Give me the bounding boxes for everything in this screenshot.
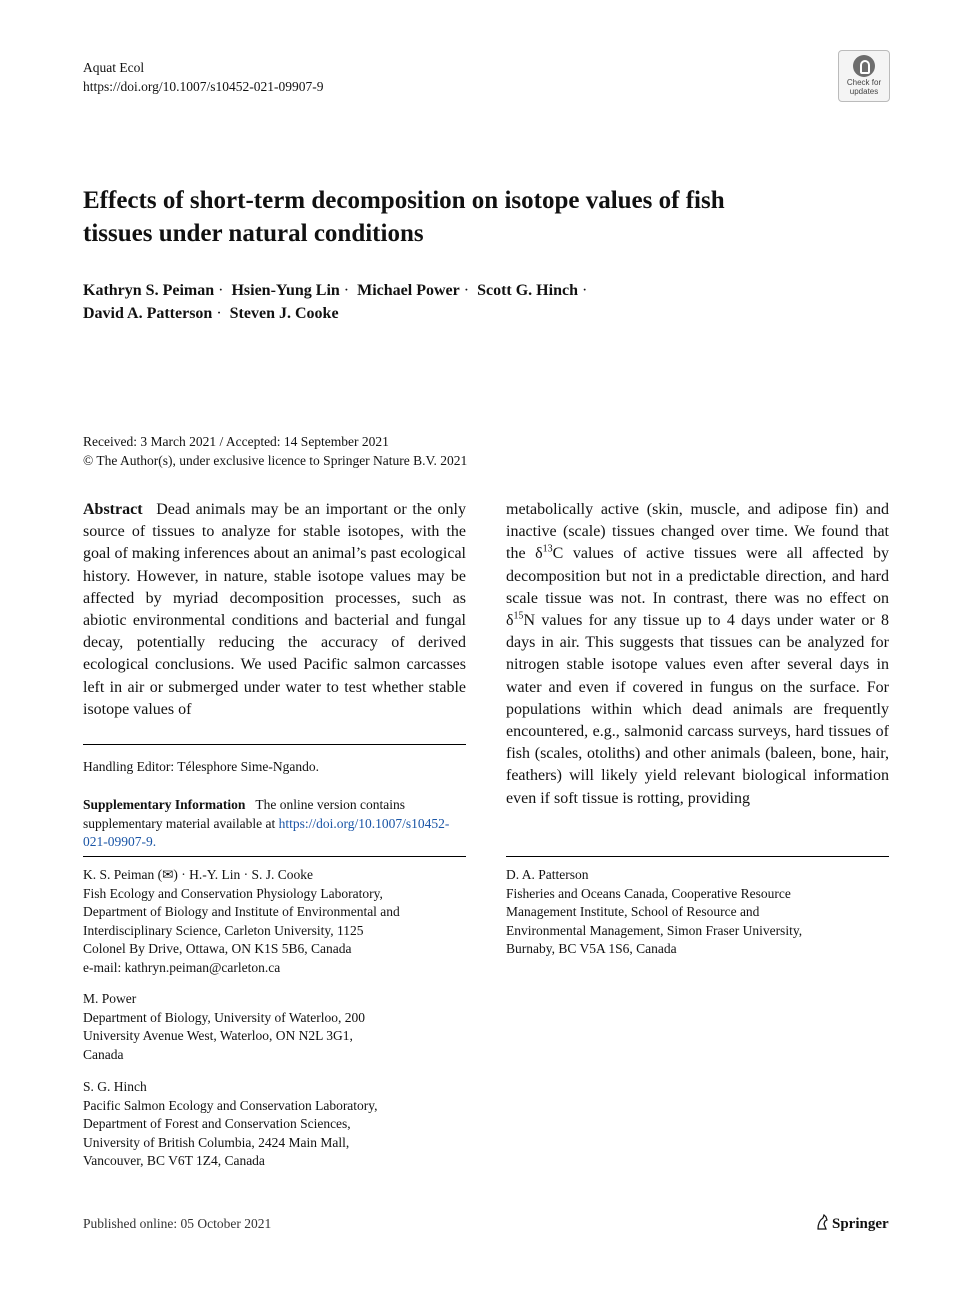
doi-link[interactable]: https://doi.org/10.1007/s10452-021-09907-9 [83, 79, 324, 94]
journal-header [83, 58, 324, 96]
author-list: Kathryn S. Peiman · Hsien-Yung Lin · Michael Power · Scott G. Hinch · David A. Patterson · Steven J. Cooke [83, 282, 588, 322]
author-name: Hsien-Yung Lin [231, 282, 340, 299]
check-for-updates-badge[interactable] [838, 50, 890, 102]
springer-logo [815, 1214, 889, 1233]
abstract-left [83, 499, 466, 721]
author-name: Kathryn S. Peiman [83, 282, 215, 299]
abstract-text: Dead animals may be an important or the only source of tissues to analyze for stable isotopes, with the goal of making inferences about an animal’s past ecological history. However, in nature, stable isotope values may be affected by myriad decomposition processes, such as abiotic environmental conditions and bacterial and fungal decay, potentially reducing the accuracy of derived ecological conclusions. We used Pacific salmon carcasses left in air or submerged under water to test whether stable isotope values of [83, 501, 467, 718]
affiliation-line: Department of Biology, University of Waterloo, 200 [83, 1009, 365, 1025]
copyright: © The Author(s), under exclusive licence to Springer Nature B.V. 2021 [83, 453, 468, 468]
affiliation-authors: S. G. Hinch [83, 1079, 147, 1094]
affiliation-line: University of British Columbia, 2424 Main Mall, [83, 1134, 350, 1150]
springer-horse-icon [815, 1214, 829, 1230]
affiliation-line: Vancouver, BC V6T 1Z4, Canada [83, 1153, 265, 1168]
affiliation-line: Colonel By Drive, Ottawa, ON K1S 5B6, Canada [83, 941, 352, 956]
affiliation-authors: D. A. Patterson [506, 867, 589, 882]
affiliation-line: Fisheries and Oceans Canada, Cooperative Resource [506, 885, 791, 901]
badge-label-1: Check for [846, 78, 882, 87]
superscript: 13 [542, 544, 553, 556]
title-line-2: tissues under natural conditions [83, 220, 424, 247]
supplementary-text: The online version contains supplementary material available at [83, 797, 405, 831]
superscript: 15 [513, 610, 524, 622]
affiliation-line: Canada [83, 1046, 124, 1062]
affiliation-line: Burnaby, BC V5A 1S6, Canada [506, 941, 677, 956]
abstract-heading: Abstract [83, 501, 143, 518]
affiliation-3 [83, 1078, 466, 1171]
article-title [83, 184, 893, 250]
abstract-right [506, 499, 889, 810]
author-name: Michael Power [357, 282, 460, 299]
affiliation-line: University Avenue West, Waterloo, ON N2L 3G1, [83, 1028, 353, 1043]
affiliation-line: Pacific Salmon Ecology and Conservation Laboratory, [83, 1097, 378, 1113]
handling-editor: Handling Editor: Télesphore Sime-Ngando. [83, 759, 319, 774]
affiliation-authors: K. S. Peiman (✉) · H.-Y. Lin · S. J. Cooke [83, 867, 314, 882]
author-name: Scott G. Hinch [477, 282, 578, 299]
springer-wordmark: Springer [832, 1216, 889, 1232]
affiliation-1 [83, 866, 466, 977]
abstract-text: metabolically active (skin, muscle, and adipose fin) and inactive (scale) tissues changed over time. We found that the δ [506, 501, 889, 563]
article-dates [83, 432, 467, 470]
received-accepted: Received: 3 March 2021 / Accepted: 14 September 2021 [83, 434, 389, 449]
email[interactable]: e-mail: kathryn.peiman@carleton.ca [83, 959, 281, 975]
supplementary-link[interactable]: https://doi.org/10.1007/s10452-021-09907-9. [83, 815, 450, 849]
divider [506, 856, 889, 857]
affiliation-4 [506, 866, 889, 959]
title-line-1: Effects of short-term decomposition on isotope values of fish [83, 187, 725, 214]
affiliation-line: Department of Forest and Conservation Sciences, [83, 1116, 351, 1131]
divider [83, 744, 466, 745]
affiliation-line: Fish Ecology and Conservation Physiology Laboratory, [83, 885, 383, 901]
author-name: David A. Patterson [83, 305, 213, 322]
affiliation-line: Interdisciplinary Science, Carleton University, 1125 [83, 922, 364, 938]
affiliation-line: Management Institute, School of Resource and [506, 904, 760, 919]
supplementary-info [83, 796, 466, 852]
affiliation-2 [83, 990, 466, 1064]
abstract-text: N values for any tissue up to 4 days under water or 8 days in air. This suggests that tissues can be analyzed for nitrogen stable isotope values even after several days in water and even if covered in fungus on the surface. For populations within which dead animals are frequently encountered, e.g., salmonid carcass surveys, hard tissues of fish (scales, otoliths) and other animals (baleen, bone, hair, feathers) will likely yield relevant biological information even if soft tissue is rotting, providing [506, 612, 889, 807]
journal-name: Aquat Ecol [83, 60, 145, 75]
divider [83, 856, 466, 857]
author-name: Steven J. Cooke [229, 305, 339, 322]
supplementary-heading: Supplementary Information [83, 797, 246, 812]
affiliation-authors: M. Power [83, 991, 137, 1006]
badge-label-2: updates [849, 87, 879, 96]
affiliation-line: Environmental Management, Simon Fraser University, [506, 922, 803, 938]
abstract-text: C values of active tissues were all affected by decomposition but not in a predictable direction, and hard scale tissue was not. In contrast, there was no effect on δ [506, 545, 889, 630]
published-online: Published online: 05 October 2021 [83, 1216, 272, 1231]
bookmark-icon [853, 55, 875, 77]
affiliation-line: Department of Biology and Institute of Environmental and [83, 904, 400, 919]
